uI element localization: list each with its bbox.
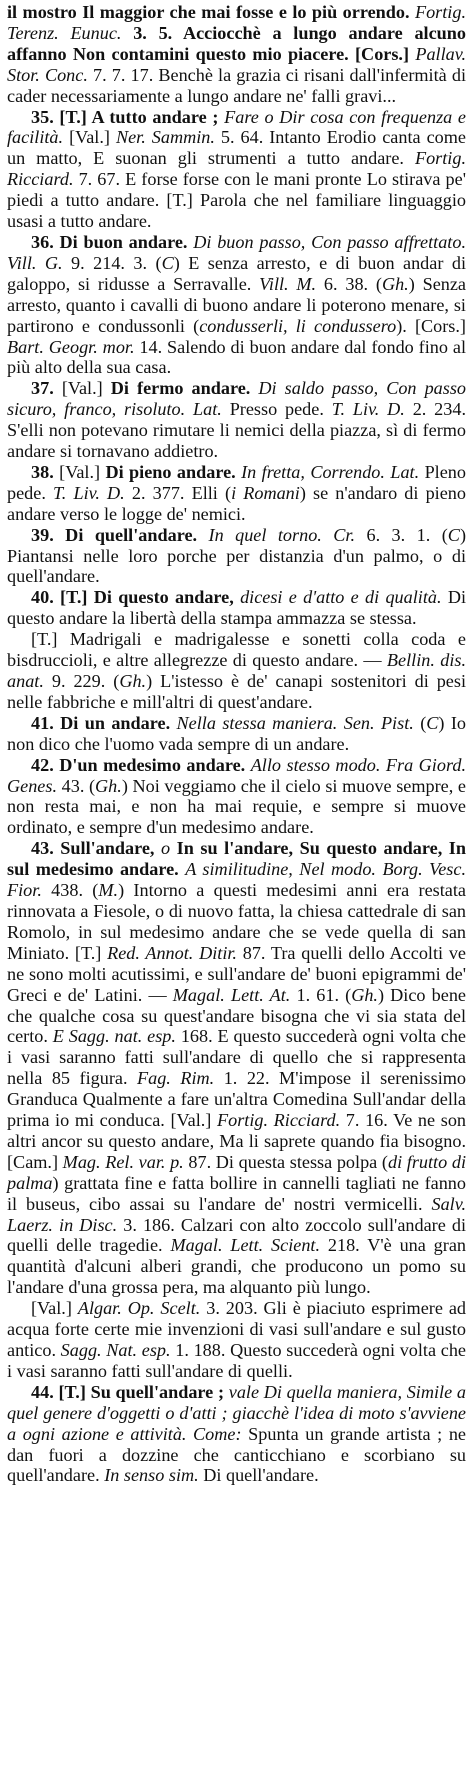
- body-text: Di questo andare la libertà della stampa ammazza se stessa.: [7, 587, 466, 629]
- italic-text: Fortig. Ricciard.: [7, 148, 466, 190]
- body-text: [Val.]: [59, 461, 106, 482]
- italic-text: A similitudine, Nel modo. Borg. Vesc. Fior.: [7, 859, 467, 901]
- body-text: 5. 64. Intanto Erodio canta come un matto, E suonan gli strumenti a tutto andare.: [7, 127, 466, 169]
- italic-text: Ner. Sammin.: [115, 127, 221, 148]
- entry-heading-text: 3. 5. Acciocchè a lungo andare alcuno affanno Non contamini questo mio piacere. [Cors.]: [7, 22, 466, 64]
- entry-heading-text: 44. [T.] Su quell'andare ;: [31, 1381, 229, 1402]
- entry-heading-text: In su l'andare, Su questo andare, In sul medesimo andare.: [7, 838, 467, 880]
- body-text: Presso pede.: [229, 399, 332, 420]
- body-text: 6. 3. 1. (: [366, 524, 448, 545]
- entry-heading-text: 37.: [31, 378, 62, 399]
- entry-heading-text: Di pieno andare.: [105, 461, 242, 482]
- body-text: ) Piantansi nelle loro porche per distanzia d'un palmo, o di quell'andare.: [7, 524, 466, 587]
- italic-text: Fortig. Ricciard.: [217, 1110, 346, 1131]
- dictionary-paragraph: [7, 755, 466, 839]
- body-text: 7. 16. Ve ne son altri ancor su questo andare, Ma li saprete quando fia bisogno. [Cam.]: [7, 1110, 467, 1172]
- italic-text: Salv. Laerz. in Disc.: [7, 1193, 466, 1235]
- body-text: 9. 229. (: [51, 671, 120, 691]
- body-text: ) grattata fine e fatta bollire in cannelli tagliati ne fanno il buseus, cibo assai su l'andare de' nostri vermicelli.: [7, 1172, 466, 1214]
- dictionary-paragraph: [7, 1382, 466, 1487]
- italic-text: T. Liv. D.: [53, 482, 132, 503]
- body-text: ) Intorno a questi medesimi anni era restata rinnovata a Fiesole, o di nuovo fatta, la chiesa cattedrale di san Romolo, in sul medesimo andare che se vede quella di san Miniato. [T.]: [7, 880, 466, 963]
- body-text: 1. 22. M'impose il serenissimo Granduca Qualmente a fare un'altra Comedina Sull'andar della prima io mi conduca. [Val.]: [7, 1068, 467, 1131]
- italic-text: Gh.: [381, 273, 409, 294]
- body-text: 9. 214. 3. (: [71, 252, 162, 273]
- body-text: 168. E questo succederà ogni volta che i vasi saranno fatti sull'andare di quello che si rappresenta nella 85 figura.: [7, 1026, 466, 1089]
- body-text: (: [420, 712, 427, 733]
- italic-text: C: [161, 252, 174, 273]
- dictionary-paragraph: [7, 462, 466, 525]
- body-text: ) Noi veggiamo che il cielo si muove sempre, e non resta mai, e non ha mai requie, e sempre si muove ordinato, e sempre d'un medesimo andare.: [7, 775, 466, 838]
- italic-text: Sagg. Nat. esp.: [60, 1340, 176, 1360]
- body-text: ) se n'andaro di pieno andare verso le logge de' nemici.: [7, 482, 466, 524]
- body-text: ) Dico bene che qualche cosa su quest'andare bisogna che vi sia stata del certo.: [7, 984, 466, 1047]
- entry-heading-text: 42. D'un medesimo andare.: [31, 754, 251, 775]
- entry-heading-text: Di fermo andare.: [110, 378, 259, 399]
- body-text: ) L'istesso è de' canapi sostenitori di pesi nelle fabbriche e mill'altri di quest'andare.: [7, 671, 467, 712]
- italic-text: Nella stessa maniera. Sen. Pist.: [176, 712, 421, 733]
- body-text: 438. (: [51, 880, 99, 901]
- italic-text: Magal. Lett. At.: [172, 984, 297, 1005]
- italic-text: dicesi e d'atto e di qualità.: [240, 587, 448, 608]
- dictionary-paragraph: [7, 629, 466, 713]
- body-text: 3. 186. Calzari con alto zoccolo sull'andare di quelli delle tragedie.: [7, 1214, 467, 1256]
- dictionary-paragraph: [7, 378, 466, 462]
- body-text: ) Senza arresto, quanto i cavalli di buono andare li poterono menare, si partirono e condussonli (: [7, 273, 467, 336]
- italic-text: Fag. Rim.: [137, 1068, 224, 1089]
- body-text: Spunta un grande artista ; ne dan fuori a dozzine che canticchiano e scorbiano su quell'andare.: [7, 1423, 467, 1486]
- body-text: 87. Di questa stessa polpa (: [188, 1151, 388, 1172]
- body-text: Di quell'andare.: [203, 1465, 319, 1486]
- italic-text: Red. Annot. Ditir.: [107, 942, 243, 963]
- italic-text: Fare o Dir cosa con frequenza e facilità.: [7, 106, 466, 148]
- body-text: 2. 234. S'elli non potevano rimutare li nemici della piazza, sì di fermo andare si tornavano addietro.: [7, 399, 467, 462]
- dictionary-paragraph: [7, 525, 466, 588]
- italic-text: Gh.: [119, 671, 147, 691]
- italic-text: Gh.: [351, 984, 378, 1005]
- body-text: 2. 377. Elli (: [131, 482, 232, 503]
- italic-text: condusserli, li condussero: [199, 315, 397, 336]
- entry-heading-text: 38.: [31, 461, 60, 482]
- dictionary-paragraph: [7, 107, 466, 232]
- italic-text: Mag. Rel. var. p.: [62, 1151, 189, 1172]
- entry-heading-text: 43. Sull'andare,: [31, 838, 162, 859]
- body-text: ) E senza arresto, e di buon andar di galoppo, si ridusse a Serravalle.: [7, 252, 466, 294]
- entry-heading-text: 36. Di buon andare.: [31, 231, 194, 252]
- italic-text: Bellin. dis. anat.: [7, 650, 467, 691]
- body-text: Pleno pede.: [7, 461, 466, 503]
- body-text: 43. (: [61, 775, 96, 796]
- italic-text: i Romani: [231, 482, 300, 503]
- body-text: 7. 7. 17. Benchè la grazia ci risani dall'infermità di cader necessariamente a lungo andare ne' falli gravi...: [7, 64, 466, 106]
- body-text: 3. 203. Gli è piaciuto esprimere ad acqua forte certe mie invenzioni di vasi sull'andare e sul gusto antico.: [7, 1298, 466, 1360]
- entry-heading-text: 35. [T.] A tutto andare ;: [31, 106, 225, 127]
- italic-text: In senso sim.: [104, 1465, 204, 1486]
- body-text: 1. 61. (: [296, 984, 352, 1005]
- entry-heading-text: 41. Di un andare.: [31, 712, 177, 733]
- italic-text: Fortig. Terenz. Eunuc.: [7, 2, 466, 43]
- body-text: 7. 67. E forse forse con le mani pronte Lo stirava pe' piedi a tutto andare. [T.] Parola che nel familiare linguaggio usasi a tutto andare.: [7, 169, 466, 232]
- entry-heading-text: 40. [T.] Di questo andare,: [31, 587, 241, 608]
- italic-text: o: [161, 838, 177, 859]
- body-text: [Val.]: [69, 127, 116, 148]
- body-text: 6. 38. (: [323, 273, 382, 294]
- italic-text: vale Di quella maniera, Simile a quel genere d'oggetti o d'atti ; giacchè l'idea di moto s'avviene a ogni azione e attività. Come:: [7, 1381, 466, 1444]
- body-text: [Val.]: [31, 1298, 78, 1319]
- italic-text: C: [426, 712, 439, 733]
- italic-text: C: [447, 524, 460, 545]
- entry-heading-text: il mostro Il maggior che mai fosse e lo più orrendo.: [7, 2, 415, 22]
- italic-text: Algar. Op. Scelt.: [77, 1298, 207, 1319]
- italic-text: di frutto di palma: [7, 1151, 467, 1193]
- italic-text: M.: [98, 880, 119, 901]
- body-text: 218. V'è una gran quantità d'alcuni alberi grandi, che producono un pomo su l'andare d'una grossa pera, ma alquanto più lungo.: [7, 1235, 466, 1298]
- italic-text: Di buon passo, Con passo affrettato. Vill. G.: [7, 231, 466, 273]
- italic-text: In fretta, Correndo. Lat.: [241, 461, 425, 482]
- body-text: 1. 188. Questo succederà ogni volta che i vasi saranno fatti sull'andare di quelli.: [7, 1340, 466, 1381]
- italic-text: E Sagg. nat. esp.: [52, 1026, 181, 1047]
- body-text: 14. Salendo di buon andare dal fondo fino al più alto della sua casa.: [7, 336, 467, 378]
- dictionary-paragraph: [7, 838, 466, 1298]
- body-text: [T.] Madrigali e madrigalesse e sonetti colla coda e bisdruccioli, e altre allegrezze di questo andare. —: [7, 629, 466, 671]
- body-text: 87. Tra quelli dello Accolti ve ne sono molti acutissimi, e sull'andare de' buoni epigrammi de' Greci e de' Latini. —: [7, 942, 466, 1005]
- dictionary-paragraph: [7, 1298, 466, 1382]
- italic-text: Allo stesso modo. Fra Giord. Genes.: [7, 754, 466, 796]
- dictionary-paragraph: [7, 232, 466, 378]
- italic-text: Vill. M.: [259, 273, 324, 294]
- italic-text: T. Liv. D.: [331, 399, 413, 420]
- italic-text: Di saldo passo, Con passo sicuro, franco, risoluto. Lat.: [7, 378, 467, 420]
- italic-text: In quel torno. Cr.: [208, 524, 367, 545]
- body-text: [Val.]: [61, 378, 111, 399]
- dictionary-paragraph: [7, 713, 466, 755]
- body-text: ). [Cors.]: [396, 315, 466, 336]
- italic-text: Bart. Geogr. mor.: [7, 336, 140, 357]
- italic-text: Gh.: [95, 775, 122, 796]
- dictionary-paragraph: [7, 587, 466, 629]
- italic-text: Pallav. Stor. Conc.: [7, 43, 466, 85]
- dictionary-paragraph: [7, 2, 466, 107]
- body-text: ) Io non dico che l'uomo vada sempre di un andare.: [7, 712, 466, 754]
- italic-text: Magal. Lett. Scient.: [170, 1235, 328, 1256]
- entry-heading-text: 39. Di quell'andare.: [31, 524, 209, 545]
